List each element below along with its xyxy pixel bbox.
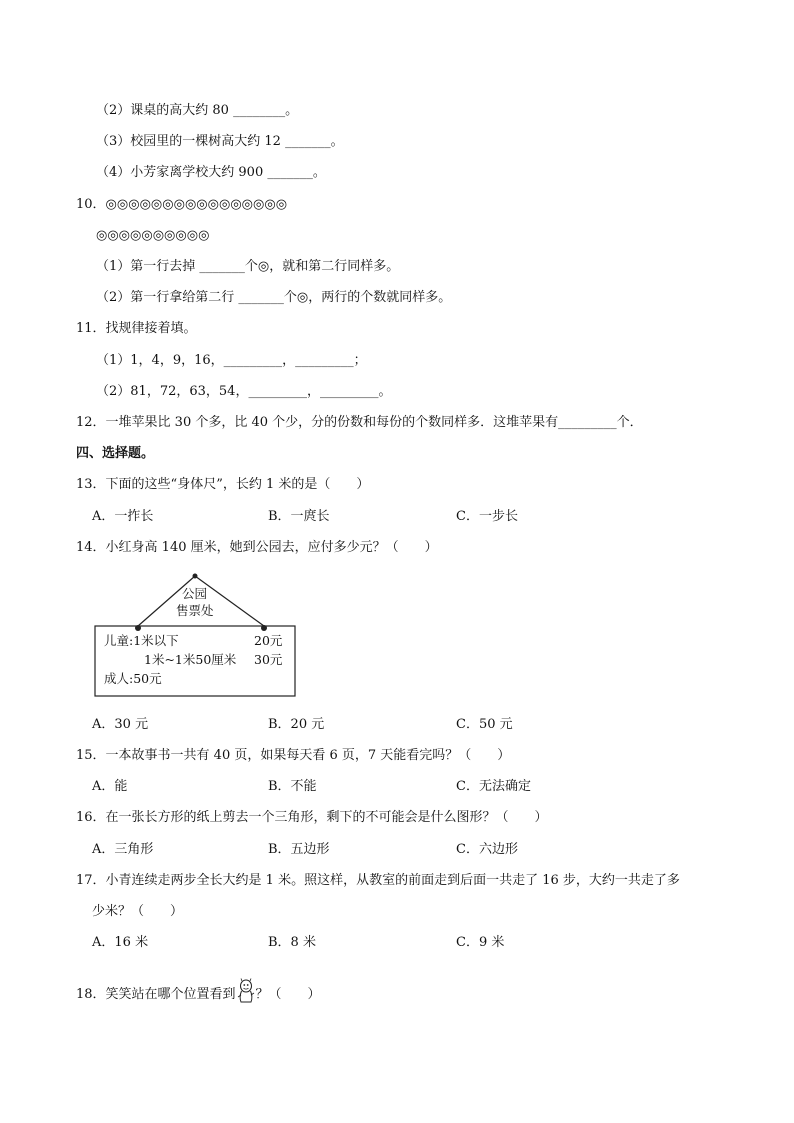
section-heading: 四、选择题。 xyxy=(76,446,155,461)
q17-option-b: B．8 米 xyxy=(268,935,316,950)
q11-part-2: （2）81，72，63，54，_________，_________。 xyxy=(96,384,392,399)
q13-option-b: B．一庹长 xyxy=(268,509,330,524)
q14-option-a: A．30 元 xyxy=(92,717,149,732)
q17-option-a: A．16 米 xyxy=(92,935,149,950)
q10-part-2: （2）第一行拿给第二行 _______个◎，两行的个数就同样多。 xyxy=(96,290,452,305)
q13-option-a: A．一拃长 xyxy=(92,509,154,524)
q15-option-a: A．能 xyxy=(92,779,128,794)
q9-part-4: （4）小芳家离学校大约 900 _______。 xyxy=(96,165,326,180)
sign-child-1m-150cm: 1米~1米50厘米 xyxy=(144,652,237,667)
sign-adult-price: 成人:50元 xyxy=(104,671,162,686)
sign-price-20: 20元 xyxy=(254,633,283,648)
q16-option-b: B．五边形 xyxy=(268,842,330,857)
q16-option-a: A．三角形 xyxy=(92,842,154,857)
q12-stem: 12．一堆苹果比 30 个多，比 40 个少，分的份数和每份的个数同样多．这堆苹果有_________个． xyxy=(76,415,643,430)
q18-stem xyxy=(76,978,321,1010)
mascot-icon xyxy=(237,978,255,1010)
q10-row1: 10．◎◎◎◎◎◎◎◎◎◎◎◎◎◎◎◎ xyxy=(76,197,288,212)
q14-stem: 14．小红身高 140 厘米，她到公园去，应付多少元？（ ） xyxy=(76,540,438,555)
q16-stem: 16．在一张长方形的纸上剪去一个三角形，剩下的不可能会是什么图形？（ ） xyxy=(76,810,548,825)
q13-option-c: C．一步长 xyxy=(456,509,518,524)
q15-option-c: C．无法确定 xyxy=(456,779,531,794)
q17-stem-line2: 少米？（ ） xyxy=(92,904,184,919)
q14-option-b: B．20 元 xyxy=(268,717,325,732)
q18-stem-after: ？（ ） xyxy=(255,987,321,1002)
q17-option-c: C．9 米 xyxy=(456,935,505,950)
q18-stem-before: 18．笑笑站在哪个位置看到 xyxy=(76,987,236,1002)
sign-price-30: 30元 xyxy=(254,652,283,667)
sign-child-under-1m: 儿童:1米以下 xyxy=(104,633,179,648)
q10-part-1: （1）第一行去掉 _______个◎，就和第二行同样多。 xyxy=(96,259,400,274)
q15-stem: 15．一本故事书一共有 40 页，如果每天看 6 页，7 天能看完吗？（ ） xyxy=(76,748,511,763)
q17-stem-line1: 17．小青连续走两步全长大约是 1 米。照这样，从教室的前面走到后面一共走了 16 步，大约一共走了多 xyxy=(76,873,680,888)
q11-part-1: （1）1，4，9，16，_________，_________； xyxy=(96,353,367,368)
q16-option-c: C．六边形 xyxy=(456,842,518,857)
q9-part-3: （3）校园里的一棵树高大约 12 _______。 xyxy=(96,134,344,149)
q14-option-c: C．50 元 xyxy=(456,717,513,732)
ticket-sign-figure xyxy=(94,572,296,698)
sign-title-ticket-office: 售票处 xyxy=(176,603,214,618)
q9-part-2: （2）课桌的高大约 80 ________。 xyxy=(96,103,299,118)
q10-row2: ◎◎◎◎◎◎◎◎◎◎ xyxy=(96,228,210,243)
sign-title-park: 公园 xyxy=(182,586,208,601)
q11-stem: 11．找规律接着填。 xyxy=(76,321,197,336)
q13-stem: 13．下面的这些“身体尺”，长约 1 米的是（ ） xyxy=(76,477,370,492)
q15-option-b: B．不能 xyxy=(268,779,317,794)
